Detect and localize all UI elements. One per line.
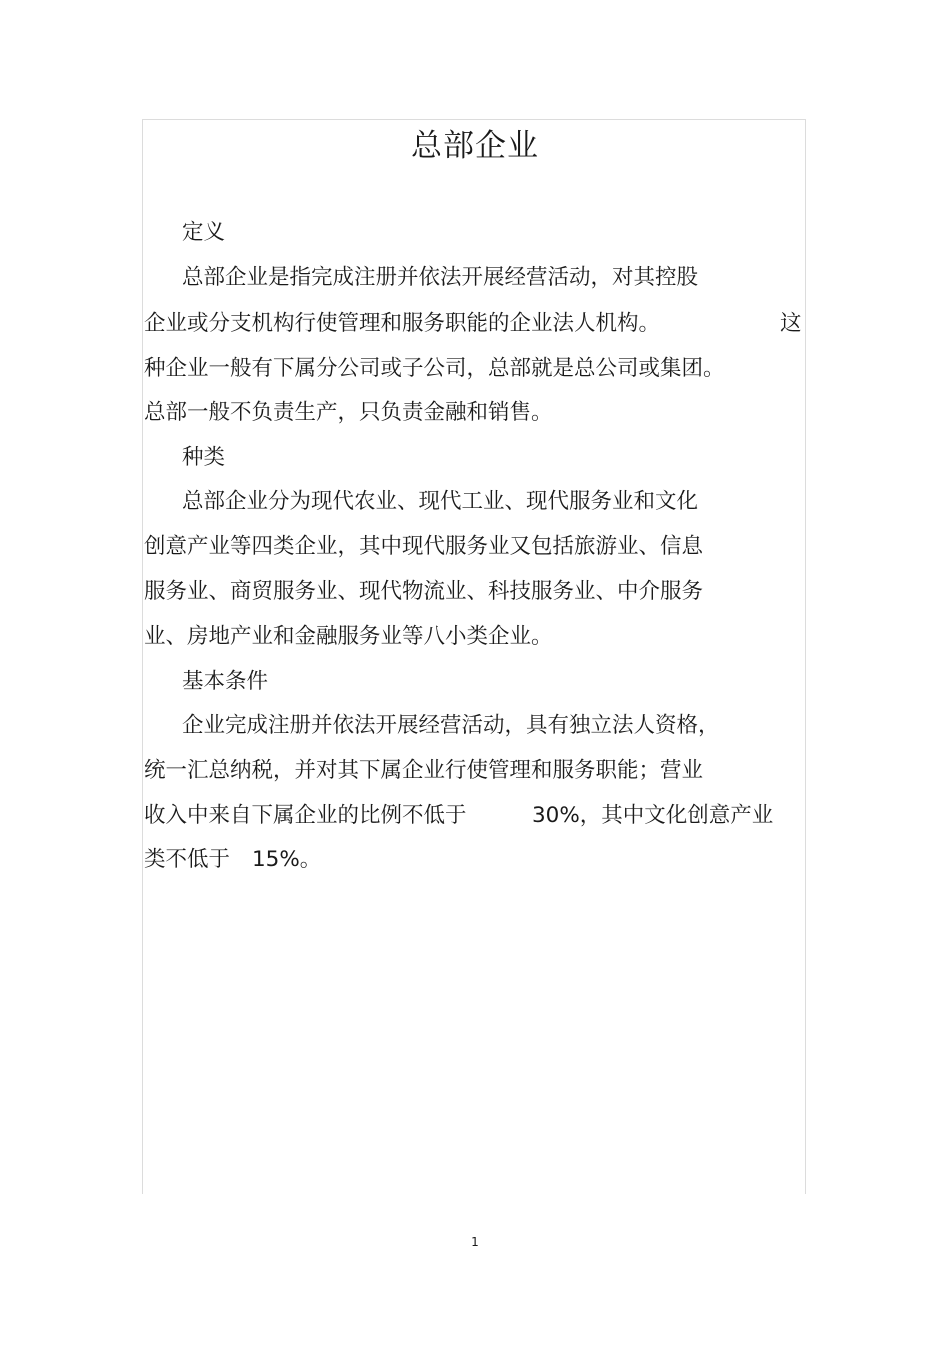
section-heading-types: 种类 xyxy=(182,445,226,470)
paragraph-line: 服务业、商贸服务业、现代物流业、科技服务业、中介服务 xyxy=(144,579,704,604)
paragraph-line-fragment: 30%，其中文化创意产业 xyxy=(532,803,774,828)
paragraph-line: 总部一般不负责生产，只负责金融和销售。 xyxy=(144,400,553,425)
paragraph-line: 企业或分支机构行使管理和服务职能的企业法人机构。 xyxy=(144,311,661,336)
paragraph-line: 类不低于 xyxy=(144,847,231,872)
paragraph-line-fragment: 这 xyxy=(780,311,802,336)
paragraph-line: 业、房地产业和金融服务业等八小类企业。 xyxy=(144,624,553,649)
paragraph-line: 企业完成注册并依法开展经营活动，具有独立法人资格， xyxy=(182,713,720,738)
page-number: 1 xyxy=(471,1235,479,1249)
section-heading-definition: 定义 xyxy=(182,220,226,245)
paragraph-line: 统一汇总纳税，并对其下属企业行使管理和服务职能；营业 xyxy=(144,758,704,783)
paragraph-line: 收入中来自下属企业的比例不低于 xyxy=(144,803,467,828)
paragraph-line: 总部企业分为现代农业、现代工业、现代服务业和文化 xyxy=(182,489,699,514)
section-heading-conditions: 基本条件 xyxy=(182,669,269,694)
paragraph-line-fragment: 15%。 xyxy=(252,847,322,872)
paragraph-line: 总部企业是指完成注册并依法开展经营活动，对其控股 xyxy=(182,265,699,290)
paragraph-line: 种企业一般有下属分公司或子公司，总部就是总公司或集团。 xyxy=(144,356,725,381)
document-title: 总部企业 xyxy=(411,128,539,164)
paragraph-line: 创意产业等四类企业，其中现代服务业又包括旅游业、信息 xyxy=(144,534,704,559)
